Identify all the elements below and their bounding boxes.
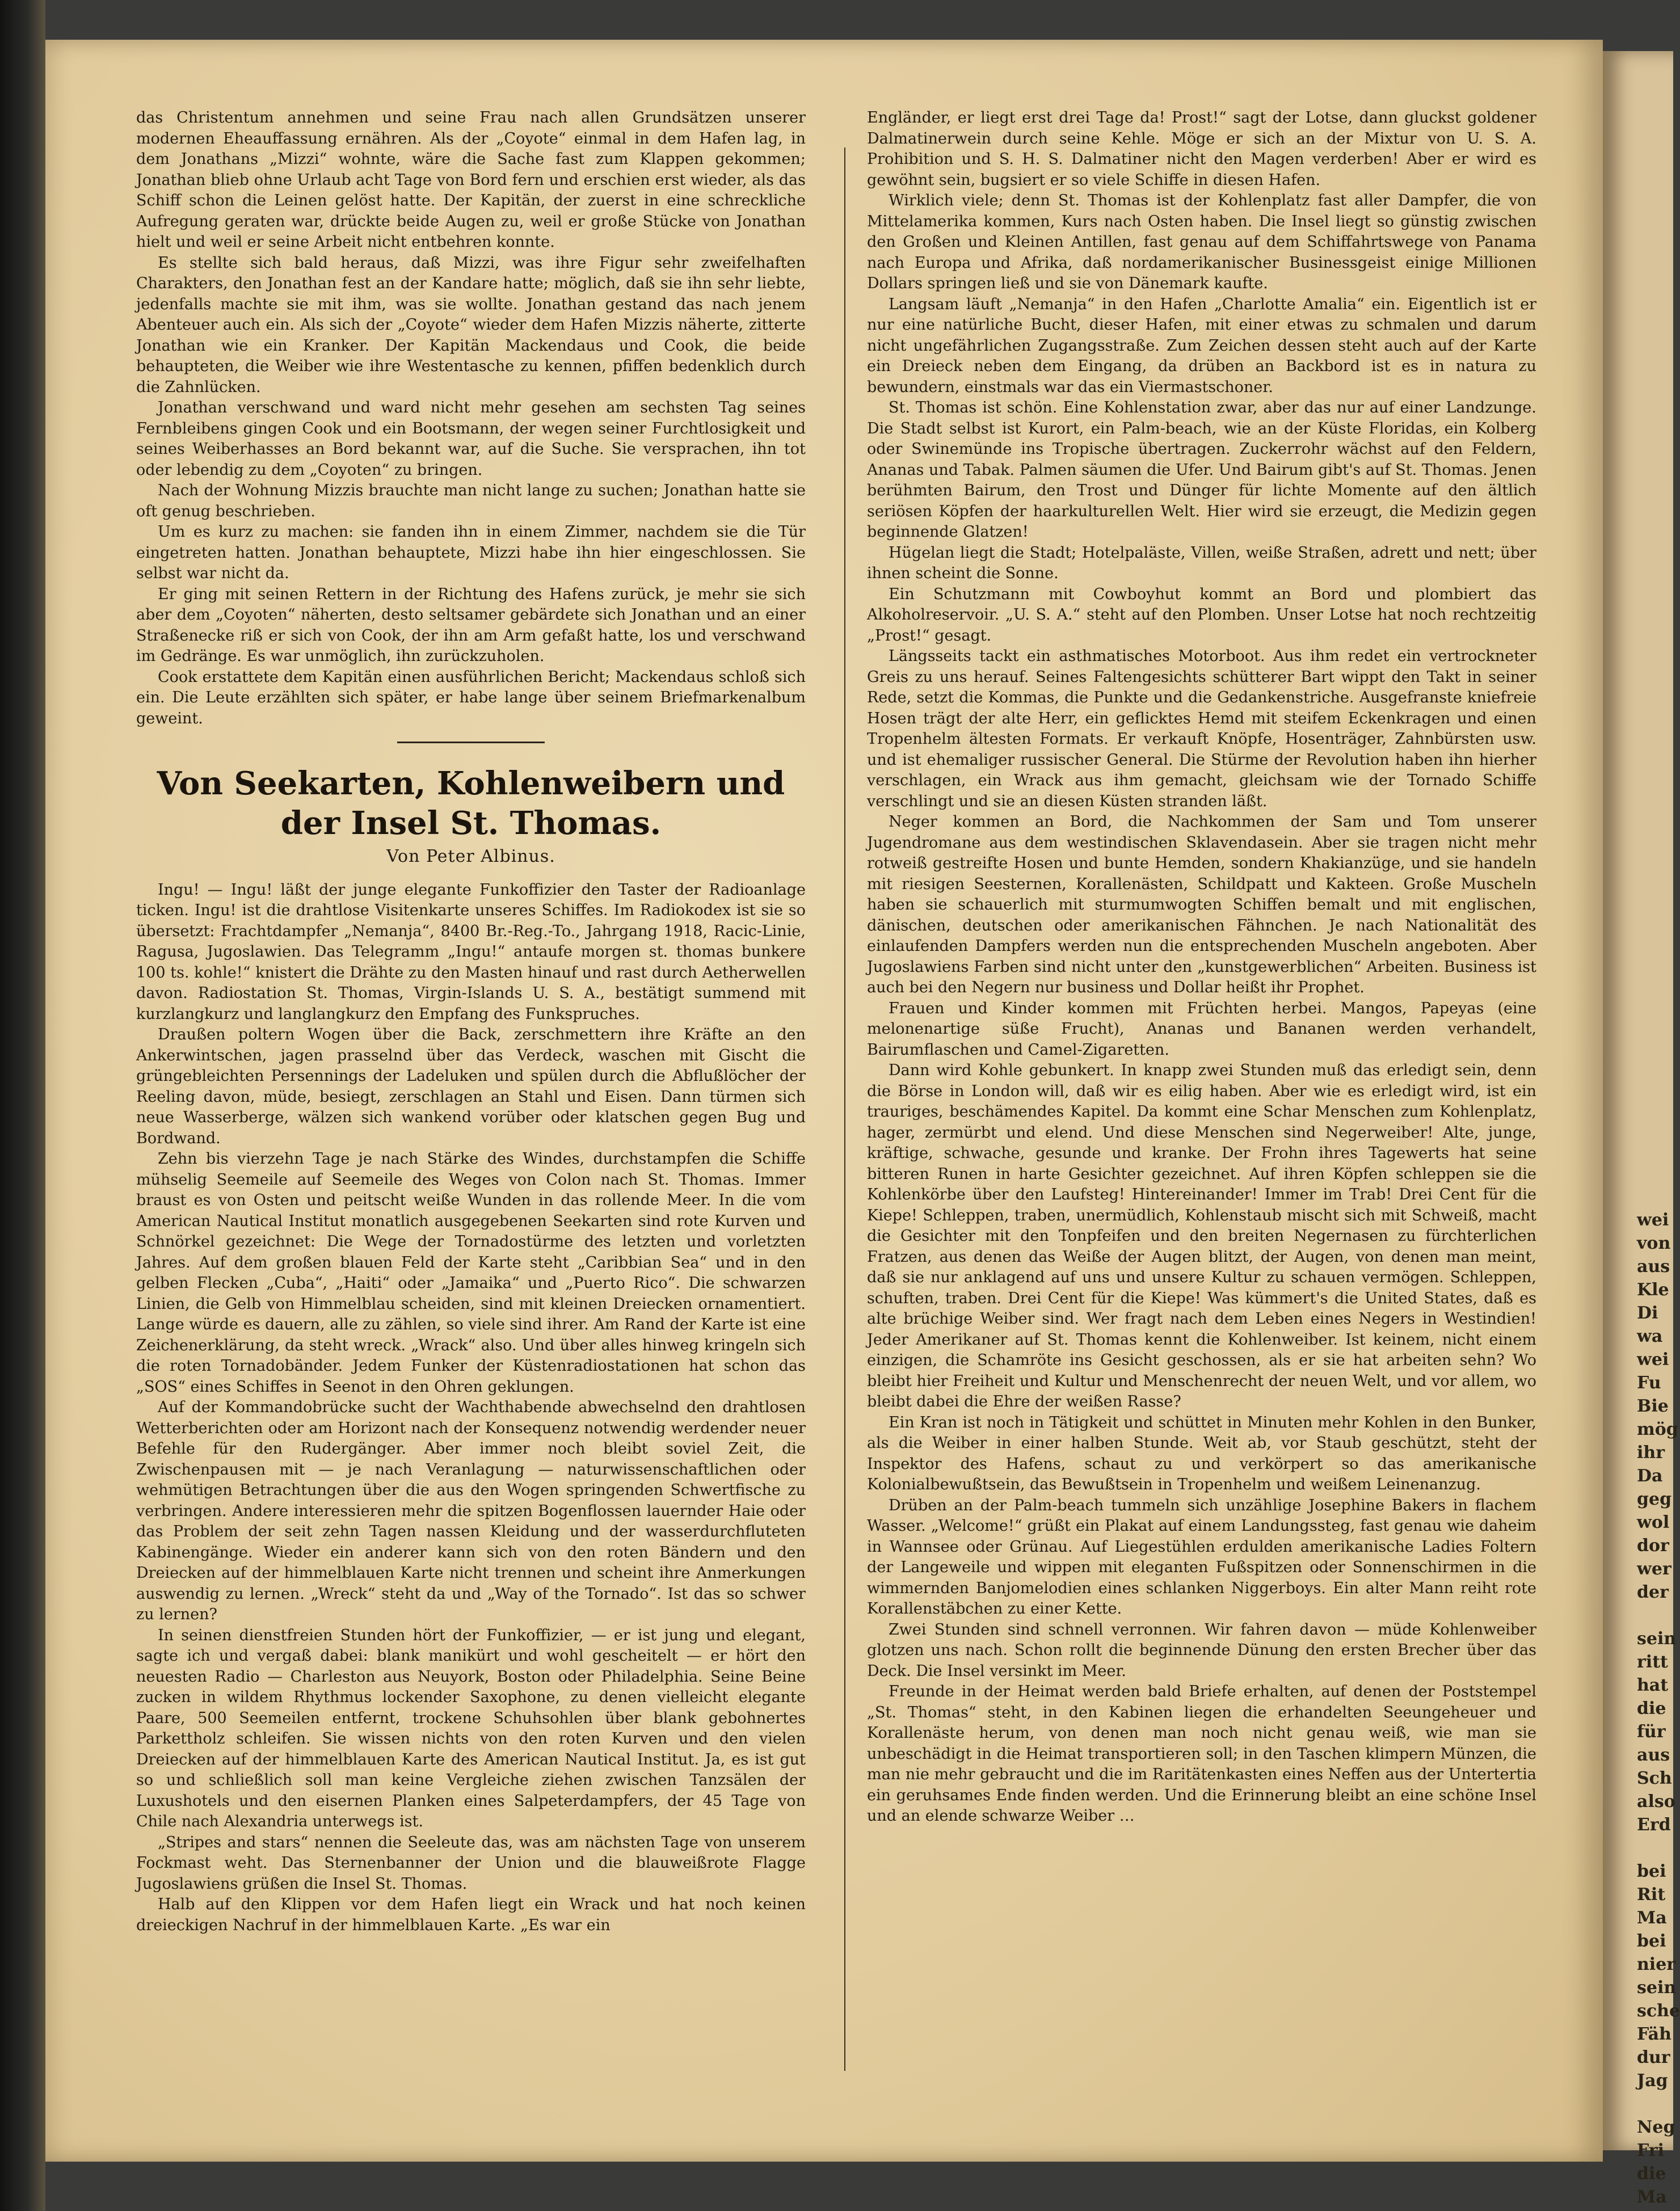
adjacent-page-fragment: also	[1637, 1792, 1675, 1812]
adjacent-page-fragment: Fu	[1637, 1373, 1661, 1393]
adjacent-page-fragment: ihr	[1637, 1443, 1665, 1463]
paragraph: Ein Kran ist noch in Tätigkeit und schüttet in Minuten mehr Kohlen in den Bunker, als die Weiber in einer halben Stunde. Weit ab, vor Staub geschützt, steht der Inspektor des Hafens, schaut zu und verkörpert so das amerikanische Kolonialbewußtsein, das Bewußtsein in Tropenhelm und weißem Leinenanzug.	[867, 1413, 1536, 1493]
adjacent-page-fragment: Kle	[1637, 1280, 1669, 1300]
adjacent-page-fragment: Ma	[1637, 1908, 1667, 1928]
adjacent-page-fragment: Sch	[1637, 1768, 1672, 1788]
paragraph: Er ging mit seinen Rettern in der Richtung des Hafens zurück, je mehr sie sich aber dem „Coyoten“ näherten, desto seltsamer gebärdete sich Jonathan und an einer Straßenecke riß er sich von Cook, der ihn am Arm gefaßt hatte, los und verschwand im Gedränge. Es war unmöglich, ihn zurückzuholen.	[136, 585, 806, 665]
adjacent-page-fragment: Fäh	[1637, 2024, 1671, 2044]
paragraph: Engländer, er liegt erst drei Tage da! Prost!“ sagt der Lotse, dann gluckst goldener Dalmatinerwein durch seine Kehle. Möge er sich an der Mixtur von U. S. A. Prohibition und S. H. S. Dalmatiner nicht den Magen verderben! Aber er wird es gewöhnt sein, bugsiert er so viele Schiffe in diesen Hafen.	[867, 109, 1536, 189]
paragraph: das Christentum annehmen und seine Frau nach allen Grundsätzen unserer modernen Eheauffassung ernähren. Als der „Coyote“ einmal in dem Hafen lag, in dem Jonathans „Mizzi“ wohnte, wäre die Sache fast zum Klappen gekommen; Jonathan blieb ohne Urlaub acht Tage von Bord fern und erschien erst wieder, als das Schiff schon die Leinen gelöst hatte. Der Kapitän, der zuerst in eine schreckliche Aufregung geraten war, drückte beide Augen zu, weil er große Stücke von Jonathan hielt und weil er seine Arbeit nicht entbehren konnte.	[136, 109, 806, 251]
paragraph: Frauen und Kinder kommen mit Früchten herbei. Mangos, Papeyas (eine melonenartige süße Frucht), Ananas und Bananen werden verhandelt, Bairumflaschen und Camel-Zigaretten.	[867, 999, 1536, 1059]
adjacent-page-fragment: Neg	[1637, 2117, 1675, 2137]
paragraph: Es stellte sich bald heraus, daß Mizzi, was ihre Figur sehr zweifelhaften Charakters, den Jonathan fest an der Kandare hatte; möglich, daß sie ihn sehr liebte, jedenfalls machte sie mit ihm, was sie wollte. Jonathan gestand das nach jenem Abenteuer auch ein. Als sich der „Coyote“ wieder dem Hafen Mizzis näherte, zitterte Jonathan wie ein Kranker. Der Kapitän Mackendaus und Cook, die beide behaupteten, die Weiber wie ihre Westentasche zu kennen, pfiffen bedenklich durch die Zahnlücken.	[136, 254, 806, 396]
adjacent-page-fragment: von	[1637, 1233, 1671, 1253]
paragraph: Wirklich viele; denn St. Thomas ist der Kohlenplatz fast aller Dampfer, die von Mittelamerika kommen, Kurs nach Osten haben. Die Insel liegt so günstig zwischen den Großen und Kleinen Antillen, fast genau auf dem Schiffahrtswege von Panama nach Europa und Afrika, daß nordamerikanischer Businessgeist einige Millionen Dollars springen ließ und sie von Dänemark kaufte.	[867, 192, 1536, 292]
paragraph: Auf der Kommandobrücke sucht der Wachthabende abwechselnd den drahtlosen Wetterberichten oder am Horizont nach der Konsequenz notwendig werdender neuer Befehle für den Rudergänger. Aber immer noch bleibt soviel Zeit, die Zwischenpausen mit — je nach Veranlagung — naturwissenschaftlichen oder wehmütigen Betrachtungen über die aus den Wogen springenden Schwertfische zu verbringen. Andere interessieren mehr die spitzen Bogenflossen lauernder Haie oder das Problem der seit zehn Tagen nassen Kleidung und der wasserdurchfluteten Kabinengänge. Wieder ein anderer kann sich von den roten Bändern und den Dreiecken auf der himmelblauen Karte nicht trennen und scheint ihre Anmerkungen auswendig zu lernen. „Wreck“ steht da und „Way of the Tornado“. Ist das so schwer zu lernen?	[136, 1399, 806, 1623]
adjacent-page-fragment: wer	[1637, 1559, 1671, 1579]
adjacent-page-fragment: Ma	[1637, 2187, 1667, 2207]
adjacent-page-fragment	[1637, 1604, 1673, 1627]
adjacent-page-fragment	[1637, 2092, 1673, 2116]
article-byline: Von Peter Albinus.	[386, 847, 555, 866]
adjacent-page-fragment: wa	[1637, 1326, 1663, 1346]
adjacent-page-fragment: wei	[1637, 1210, 1669, 1230]
paragraph: „Stripes and stars“ nennen die Seeleute das, was am nächsten Tage von unserem Fockmast weht. Das Sternenbanner der Union und die blauweißrote Flagge Jugoslawiens grüßen die Insel St. Thomas.	[136, 1833, 806, 1893]
adjacent-page-fragment: wol	[1637, 1513, 1670, 1532]
adjacent-page-fragment: hat	[1637, 1675, 1669, 1695]
section-divider	[397, 742, 545, 743]
paragraph: Ingu! — Ingu! läßt der junge elegante Funkoffizier den Taster der Radioanlage ticken. Ingu! ist die drahtlose Visitenkarte unseres Schiffes. Im Radiokodex ist sie so übersetzt: Frachtdampfer „Nemanja“, 8400 Br.-Reg.-To., Jahrgang 1918, Racic-Linie, Ragusa, Jugoslawien. Das Telegramm „Ingu!“ antaufe morgen st. thomas bunkere 100 ts. kohle!“ knistert die Drähte zu den Masten hinauf und rast durch Aetherwellen davon. Radiostation St. Thomas, Virgin-Islands U. S. A., bestätigt summend mit kurzlangkurz und langlangkurz den Empfang des Funkspruches.	[136, 881, 806, 1023]
adjacent-page-fragment: mög	[1637, 1420, 1678, 1439]
paragraph: Cook erstattete dem Kapitän einen ausführlichen Bericht; Mackendaus schloß sich ein. Die Leute erzählten sich später, er habe lange über seinem Briefmarkenalbum geweint.	[136, 668, 806, 727]
paragraph: Nach der Wohnung Mizzis brauchte man nicht lange zu suchen; Jonathan hatte sie oft genug beschrieben.	[136, 482, 806, 520]
adjacent-page-fragment: aus	[1637, 1745, 1670, 1765]
paragraph: Längsseits tackt ein asthmatisches Motorboot. Aus ihm redet ein vertrockneter Greis zu uns herauf. Seines Faltengesichts schütterer Bart wippt den Takt in seiner Rede, setzt die Kommas, die Punkte und die Gedankenstriche. Ausgefranste kniefreie Hosen trägt der alte Herr, ein geflicktes Hemd mit steifem Eckenkragen und einen Tropenhelm ältesten Formats. Er verkauft Knöpfe, Hosenträger, Zahnbürsten usw. und ist ehemaliger russischer General. Die Stürme der Revolution haben ihn hierher verschlagen, ein Wrack aus ihm gemacht, gleichsam wie der Tornado Schiffe verschlingt und sie an diesen Küsten stranden läßt.	[867, 647, 1536, 810]
paragraph: Jonathan verschwand und ward nicht mehr gesehen am sechsten Tag seines Fernbleibens gingen Cook und ein Bootsmann, der wegen seiner Furchtlosigkeit und seines Weiberhasses an Bord bekannt war, auf die Suche. Sie versprachen, ihn tot oder lebendig zu dem „Coyoten“ zu bringen.	[136, 399, 806, 479]
paragraph: Halb auf den Klippen vor dem Hafen liegt ein Wrack und hat noch keinen dreieckigen Nachruf in der himmelblauen Karte. „Es war ein	[136, 1896, 806, 1934]
adjacent-page-text	[1603, 51, 1680, 2209]
adjacent-page-fragment: die	[1637, 1699, 1666, 1719]
paragraph: Hügelan liegt die Stadt; Hotelpaläste, Villen, weiße Straßen, adrett und nett; über ihnen scheint die Sonne.	[867, 544, 1536, 582]
adjacent-page-fragment: Jag	[1637, 2071, 1668, 2091]
adjacent-page-fragment: die	[1637, 2164, 1666, 2184]
adjacent-page-fragment: dor	[1637, 1536, 1669, 1556]
adjacent-page-fragment: Fri	[1637, 2141, 1664, 2161]
adjacent-page-fragment: sche	[1637, 2001, 1680, 2021]
paragraph: Zwei Stunden sind schnell verronnen. Wir fahren davon — müde Kohlenweiber glotzen uns nach. Schon rollt die beginnende Dünung den ersten Brecher über das Deck. Die Insel versinkt im Meer.	[867, 1620, 1536, 1680]
adjacent-page-fragment: für	[1637, 1722, 1666, 1742]
adjacent-page-fragment	[1637, 1837, 1673, 1860]
adjacent-page-edge	[1603, 51, 1680, 2207]
adjacent-page-fragment: wei	[1637, 1350, 1669, 1370]
adjacent-page-fragment: aus	[1637, 1257, 1670, 1277]
adjacent-page-fragment: sein	[1637, 1629, 1677, 1649]
paragraph: Ein Schutzmann mit Cowboyhut kommt an Bord und plombiert das Alkoholreservoir. „U. S. A.“ steht auf den Plomben. Unser Lotse hat noch rechtzeitig „Prost!“ gesagt.	[867, 585, 1536, 645]
paragraph: In seinen dienstfreien Stunden hört der Funkoffizier, — er ist jung und elegant, sagte ich und vergaß dabei: blank manikürt und wohl gescheitelt — er hört den neuesten Radio — Charleston aus Neuyork, Boston oder Philadelphia. Seine Beine zucken in wildem Rhythmus lockender Saxophone, zu denen vielleicht elegante Paare, 500 Seemeilen entfernt, trockene Schuhsohlen über blank gebohnertes Parkettholz schleifen. Sie wissen nichts von den roten Kurven und den vielen Dreiecken auf der himmelblauen Karte des American Nautical Institut. Ja, es ist gut so und schließlich soll man keine Vergleiche ziehen zwischen Tanzsälen der Luxushotels und den eisernen Planken eines Salpeterdampfers, der 45 Tage von Chile nach Alexandria unterwegs ist.	[136, 1626, 806, 1830]
adjacent-page-fragment: geg	[1637, 1489, 1672, 1509]
article-headline: Von Seekarten, Kohlenweibern und der Insel St. Thomas.	[157, 765, 785, 842]
adjacent-page-fragment: bei	[1637, 1931, 1666, 1951]
paragraph: Drüben an der Palm-beach tummeln sich unzählige Josephine Bakers in flachem Wasser. „Welcome!“ grüßt ein Plakat auf einem Landungssteg, fast genau wie daheim in Wannsee oder Grünau. Auf Liegestühlen erdulden amerikanische Ladies Foltern der Langeweile und wippen mit eleganten Fußspitzen oder Sonnenschirmen in die wimmernden Banjomelodien eines schlanken Niggerboys. Ein alter Mann reiht rote Korallenstäbchen zu einer Kette.	[867, 1496, 1536, 1618]
paragraph: Freunde in der Heimat werden bald Briefe erhalten, auf denen der Poststempel „St. Thomas“ steht, in den Kabinen liegen die erhandelten Seeungeheuer und Korallenäste herum, von denen man noch nicht genau weiß, wie man sie unbeschädigt in die Heimat transportieren soll; in den Taschen klimpern Münzen, die man nie mehr gebraucht und die im Raritätenkasten eines Neffen aus der Untertertia ein geruhsames Ende finden werden. Und die Erinnerung bleibt an eine schöne Insel und an elende schwarze Weiber …	[867, 1683, 1536, 1825]
adjacent-page-fragment: dur	[1637, 2048, 1670, 2067]
paragraph: Dann wird Kohle gebunkert. In knapp zwei Stunden muß das erledigt sein, denn die Börse in London will, daß wir es eilig haben. Aber wie es erledigt wird, ist ein trauriges, beschämendes Kapitel. Da kommt eine Schar Menschen zum Kohlenplatz, hager, zermürbt und elend. Und diese Menschen sind Negerweiber! Alte, junge, kräftige, schwache, gesunde und kranke. Der Frohn ihres Tagewerts hat seine bitteren Runen in harte Gesichter gezeichnet. Auf ihren Köpfen schleppen sie die Kohlenkörbe über den Laufsteg! Hintereinander! Immer im Trab! Drei Cent für die Kiepe! Schleppen, traben, unermüdlich, Kohlenstaub mischt sich mit Schweiß, macht die Gesichter mit den Tonpfeifen und den breiten Negernasen zu fürchterlichen Fratzen, aus denen das Weiße der Augen blitzt, der Augen, von denen man meint, daß sie nur anklagend auf uns und unsere Kultur zu schauen vermögen. Schleppen, schuften, traben. Drei Cent für die Kiepe! Was kümmert's die United States, daß es alte brüchige Weiber sind. Wer fragt nach dem Leben eines Negers in Westindien! Jeder Amerikaner auf St. Thomas kennt die Kohlenweiber. Ist keinem, nicht einem einzigen, die Schamröte ins Gesicht geschossen, als er sie hat arbeiten sehn? Wo bleibt hier Freiheit und Kultur und Menschenrecht der neuen Welt, und vor allem, wo bleibt dabei die Ehre der weißen Rasse?	[867, 1062, 1536, 1410]
adjacent-page-fragment: Da	[1637, 1466, 1663, 1486]
adjacent-page-fragment: der	[1637, 1582, 1669, 1602]
adjacent-page-fragment: nier	[1637, 1955, 1676, 1974]
adjacent-page-fragment: bei	[1637, 1862, 1666, 1881]
paragraph: Draußen poltern Wogen über die Back, zerschmettern ihre Kräfte an den Ankerwintschen, jagen prasselnd über das Verdeck, waschen mit Gischt die grüngebleichten Persennings der Ladeluken und spülen durch die Abflußlöcher der Reeling davon, müde, besiegt, zerschlagen an Stahl und Eisen. Dann türmen sich neue Wasserberge, wälzen sich wankend vorüber oder klatschen gegen Bug und Bordwand.	[136, 1026, 806, 1147]
adjacent-page-fragment: ritt	[1637, 1652, 1668, 1672]
adjacent-page-fragment: sein	[1637, 1978, 1677, 1998]
column-rule	[844, 148, 845, 2071]
paragraph: Zehn bis vierzehn Tage je nach Stärke des Windes, durchstampfen die Schiffe mühselig Seemeile auf Seemeile des Weges von Colon nach St. Thomas. Immer braust es von Osten und peitscht weiße Wunden in das rollende Meer. In die vom American Nautical Institut monatlich ausgegebenen Seekarten sind rote Kurven und Schnörkel gezeichnet: Die Wege der Tornadostürme des letzten und vorletzten Jahres. Auf dem großen blauen Feld der Karte steht „Caribbian Sea“ und in den gelben Flecken „Cuba“, „Haiti“ oder „Jamaika“ und „Puerto Rico“. Die schwarzen Linien, die Gelb von Himmelblau scheiden, sind mit kleinen Dreiecken ornamentiert. Lange würde es dauern, alle zu zählen, so viele sind ihrer. Am Rand der Karte ist eine Zeichenerklärung, da steht wreck. „Wrack“ also. Und über alles hinweg kringeln sich die roten Tornadobänder. Jedem Funker der Küstenradiostationen hat schon das „SOS“ eines Schiffes in Seenot in den Ohren geklungen.	[136, 1150, 806, 1396]
paragraph: Um es kurz zu machen: sie fanden ihn in einem Zimmer, nachdem sie die Tür eingetreten hatten. Jonathan behauptete, Mizzi habe ihn hier eingeschlossen. Sie selbst war nicht da.	[136, 523, 806, 582]
right-column	[867, 108, 1536, 2094]
adjacent-page-fragment: Rit	[1637, 1885, 1666, 1905]
adjacent-page-fragment: Erd	[1637, 1815, 1671, 1835]
book-binding-shadow	[0, 0, 45, 2211]
adjacent-page-fragment: Bie	[1637, 1396, 1669, 1416]
paragraph: Langsam läuft „Nemanja“ in den Hafen „Charlotte Amalia“ ein. Eigentlich ist er nur eine natürliche Bucht, dieser Hafen, mit einer etwas zu schmalen und darum nicht ungefährlichen Zugangsstraße. Zum Zeichen dessen steht auch auf der Karte ein Dreieck neben dem Eingang, da drüben an Backbord ist es in natura zu bewundern, einstmals war das ein Viermastschoner.	[867, 295, 1536, 396]
paragraph: Neger kommen an Bord, die Nachkommen der Sam und Tom unserer Jugendromane aus dem westindischen Sklavendasein. Aber sie tragen nicht mehr rotweiß gestreifte Hosen und bunte Hemden, sondern Khakianzüge, und sie handeln mit riesigen Seesternen, Korallenästen, Schildpatt und Kakteen. Große Muscheln haben sie schauerlich mit sturmumwogten Schiffen bemalt und mit englischen, dänischen, deutschen oder amerikanischen Fähnchen. Je nach Nationalität des einlaufenden Dampfers werden nun die entsprechenden Muscheln angeboten. Aber Jugoslawiens Farben sind nicht unter den „kunstgewerblichen“ Arbeiten. Business ist auch bei den Negern nur business und Dollar heißt ihr Prophet.	[867, 813, 1536, 996]
paragraph: St. Thomas ist schön. Eine Kohlenstation zwar, aber das nur auf einer Landzunge. Die Stadt selbst ist Kurort, ein Palm-beach, wie an der Küste Floridas, ein Kolberg oder Swinemünde ins Tropische übertragen. Zuckerrohr wächst auf den Feldern, Ananas und Tabak. Palmen säumen die Ufer. Und Bairum gibt's auf St. Thomas. Jenen berühmten Bairum, den Trost und Dünger für lichte Momente auf den ältlich seriösen Köpfen der haarkulturellen Welt. Hier wird sie erzeugt, die Medizin gegen beginnende Glatzen!	[867, 399, 1536, 541]
left-column	[136, 108, 806, 2094]
adjacent-page-fragment: Di	[1637, 1303, 1658, 1323]
